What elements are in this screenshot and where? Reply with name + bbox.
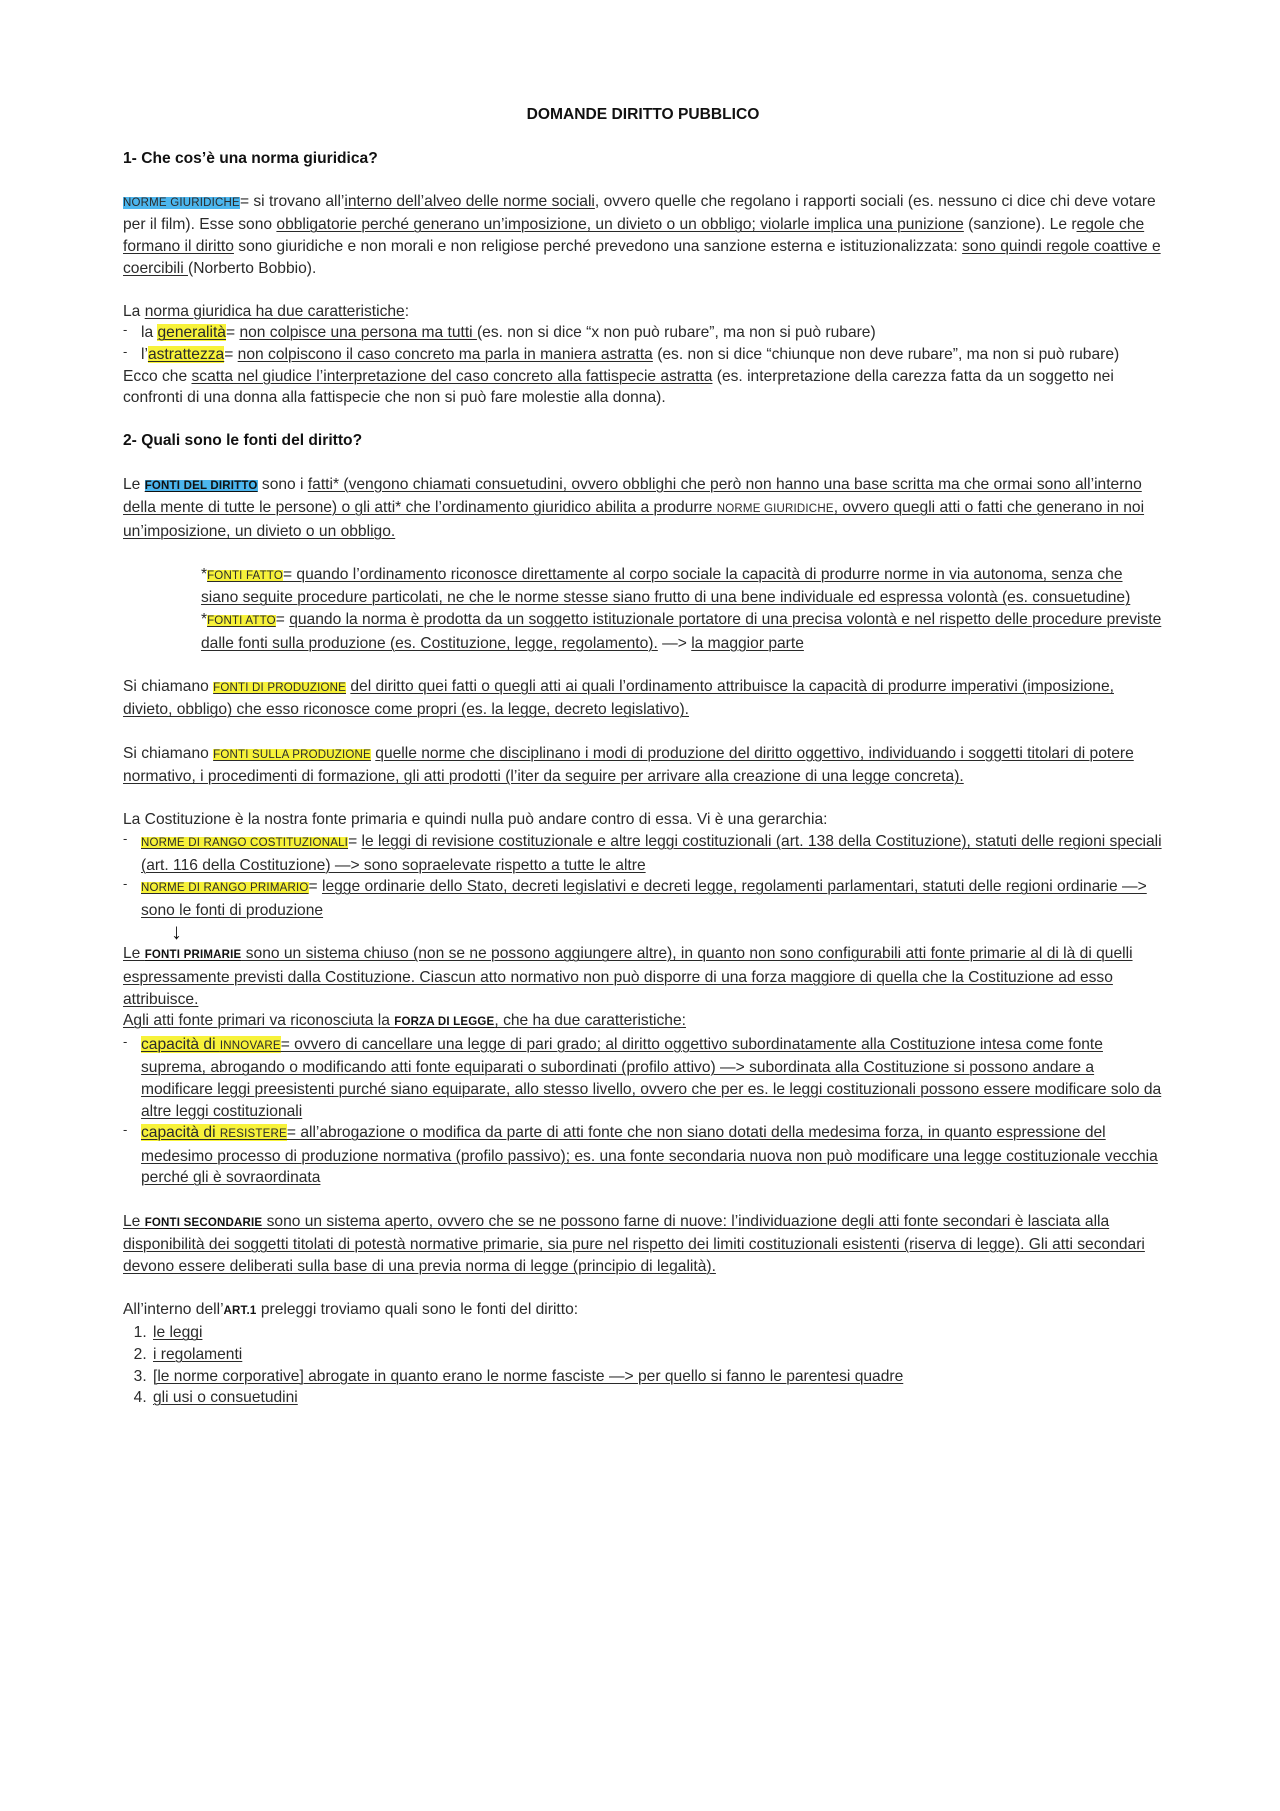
list-item: 4. gli usi o consuetudini [151, 1387, 1163, 1409]
document-body [123, 104, 1163, 1409]
paragraph-fonti-di-produzione: Si chiamano FONTI DI PRODUZIONE del diritto quei fatti o quegli atti ai quali l’ordinamento attribuisce la capacità di produrre imperativi (imposizione, divieto, obbligo) che esso riconosce come propri (es. la legge, decreto legislativo). [123, 677, 1114, 719]
paragraph-fonti-fatto: *FONTI FATTO= quando l’ordinamento riconosce direttamente al corpo sociale la capacità di produrre norme in via autonoma, senza che siano seguite procedure particolati, ne che le norme stesse siano frutto di una bene individuale ed espressa volontà (es. consuetudine) [201, 565, 1131, 607]
forza-di-legge-list [123, 1034, 1163, 1189]
term-fonti-primarie: FONTI PRIMARIE [144, 949, 242, 962]
list-item-innovare: - capacità di INNOVARE= ovvero di cancellare una legge di pari grado; al diritto oggettivo subordinatamente alla Costituzione intesa come fonte suprema, abrogando o modificando atti fonte equiparati o subordinati (profilo attivo) —> subordinata alla Costituzione si possono andare a modificare leggi preesistenti purché siano equiparate, allo stesso livello, ovvero che per es. le leggi costituzionali possono essere modificare solo da altre leggi costituzionali [123, 1034, 1163, 1122]
list-item: 3. [le norme corporative] abrogate in quanto erano le norme fasciste —> per quello si fanno le parentesi quadre [151, 1366, 1163, 1388]
q1-paragraph-norme-giuridiche: NORME GIURIDICHE= si trovano all’interno dell’alveo delle norme sociali, ovvero quelle che regolano i rapporti sociali (es. nessuno ci dice chi deve votare per il film). Esse sono obbligatorie perché generano un’imposizione, un divieto o un obbligo; violarle implica una punizione (sanzione). Le regole che formano il diritto sono giuridiche e non morali e non religiose perché prevedono una sanzione esterna e istituzionalizzata: sono quindi regole coattive e coercibili (Norberto Bobbio). [123, 192, 1161, 277]
highlight-norme-rango-primario: NORME DI RANGO PRIMARIO [141, 882, 309, 895]
list-item-rango-costituzionale: - NORME DI RANGO COSTITUZIONALI= le leggi di revisione costituzionale e altre leggi costituzionali (art. 138 della Costituzione), statuti delle regioni speciali (art. 116 della Costituzione) —> sono sopraelevate rispetto a tutte le altre [123, 831, 1163, 876]
highlight-fonti-atto: FONTI ATTO [207, 615, 276, 628]
list-item-astrattezza: - l’astrattezza= non colpiscono il caso concreto ma parla in maniera astratta (es. non si dice “chiunque non deve rubare”, ma non si può rubare) [123, 344, 1163, 366]
list-item-resistere: - capacità di RESISTERE= all’abrogazione o modifica da parte di atti fonte che non siano dotati della medesima forza, in quanto espressione del medesimo processo di produzione normativa (profilo passivo); es. una fonte secondaria nuova non può modificare una legge costituzionale vecchia perché gli è sovraordinata [123, 1122, 1163, 1189]
highlight-fonti-fatto: FONTI FATTO [207, 569, 283, 582]
highlight-fonti-di-produzione: FONTI DI PRODUZIONE [213, 681, 347, 694]
q1-paragraph-interpretazione: Ecco che scatta nel giudice l’interpretazione del caso concreto alla fattispecie astratta (es. interpretazione della carezza fatta da un soggetto nei confronti di una donna alla fattispecie che non si può fare molestie alla donna). [123, 367, 1114, 407]
highlight-norme-giuridiche: NORME GIURIDICHE [123, 196, 240, 209]
paragraph-fonti-atto: *FONTI ATTO= quando la norma è prodotta da un soggetto istituzionale portatore di una precisa volontà e nel rispetto delle procedure previste dalle fonti sulla produzione (es. Costituzione, legge, regolamento). —> la maggior parte [201, 611, 1162, 652]
list-item: 2. i regolamenti [151, 1344, 1163, 1366]
q1-paragraph-caratteristiche: La norma giuridica ha due caratteristiche: [123, 302, 410, 320]
highlight-fonti-del-diritto: FONTI DEL DIRITTO [144, 479, 258, 492]
document-title: DOMANDE DIRITTO PUBBLICO [526, 106, 760, 123]
fonti-numbered-list [123, 1322, 1163, 1408]
highlight-norme-rango-costituzionali: NORME DI RANGO COSTITUZIONALI [141, 837, 349, 849]
paragraph-fonti-secondarie: Le FONTI SECONDARIE sono un sistema aperto, ovvero che se ne possono farne di nuove: l’individuazione degli atti fonte secondari è lasciata alla disponibilità dei soggetti titolati di potestà normative primarie, sia pure nel rispetto dei limiti costituzionali esistenti (riserva di legge). Gli atti secondari devono essere deliberati sulla base di una previa norma di legge (principio di legalità). [123, 1212, 1145, 1275]
list-item-generalita: - la generalità= non colpisce una persona ma tutti (es. non si dice “x non può rubare”, ma non si può rubare) [123, 322, 1163, 344]
paragraph-art1: All’interno dell’ART.1 preleggi troviamo quali sono le fonti del diritto: [123, 1300, 579, 1318]
highlight-astrattezza: astrattezza [147, 345, 225, 363]
fonti-fatto-atto-block [201, 564, 1163, 654]
paragraph-fonti-sulla-produzione: Si chiamano FONTI SULLA PRODUZIONE quelle norme che disciplinano i modi di produzione del diritto oggettivo, individuando i soggetti titolari di potere normativo, i procedimenti di formazione, gli atti prodotti (l’iter da seguire per arrivare alla creazione di una legge concreta). [123, 744, 1134, 786]
list-item: 1. le leggi [151, 1322, 1163, 1344]
question-2-heading: 2- Quali sono le fonti del diritto? [123, 432, 363, 450]
q1-characteristics-list [123, 322, 1163, 365]
highlight-capacita-resistere: capacità di RESISTERE [141, 1124, 287, 1142]
arrow-down-icon: ↓ [171, 919, 182, 945]
list-item-rango-primario: - NORME DI RANGO PRIMARIO= legge ordinarie dello Stato, decreti legislativi e decreti legge, regolamenti parlamentari, statuti delle regioni ordinarie —> sono le fonti di produzione [123, 876, 1163, 921]
question-1-heading: 1- Che cos’è una norma giuridica? [123, 149, 378, 167]
highlight-capacita-innovare: capacità di INNOVARE [141, 1035, 281, 1053]
highlight-fonti-sulla-produzione: FONTI SULLA PRODUZIONE [213, 748, 371, 761]
hierarchy-list [123, 831, 1163, 921]
highlight-generalita: generalità [157, 324, 226, 342]
paragraph-forza-di-legge: Agli atti fonte primari va riconosciuta la FORZA DI LEGGE, che ha due caratteristiche: [123, 1012, 686, 1030]
paragraph-fonti-primarie: Le FONTI PRIMARIE sono un sistema chiuso (non se ne possono aggiungere altre), in quanto non sono configurabili atti fonte primarie al di là di quelli espressamente previsti dalla Costituzione. Ciascun atto normativo non può disporre di una forza maggiore di quella che la Costituzione ad esso attribuisce. [123, 945, 1133, 1008]
term-forza-di-legge: FORZA DI LEGGE [394, 1016, 495, 1029]
q2-paragraph-fonti-diritto: Le FONTI DEL DIRITTO sono i fatti* (vengono chiamati consuetudini, ovvero obblighi che però non hanno una base scritta ma che ormai sono all’interno della mente di tutte le persone) o gli atti* che l’ordinamento giuridico abilita a produrre NORME GIURIDICHE, ovvero quegli atti o fatti che generano in noi un’imposizione, un divieto o un obbligo. [123, 475, 1145, 540]
term-fonti-secondarie: FONTI SECONDARIE [144, 1216, 263, 1229]
paragraph-costituzione: La Costituzione è la nostra fonte primaria e quindi nulla può andare contro di essa. Vi è una gerarchia: [123, 811, 828, 829]
term-art1: ART.1 [223, 1304, 257, 1317]
